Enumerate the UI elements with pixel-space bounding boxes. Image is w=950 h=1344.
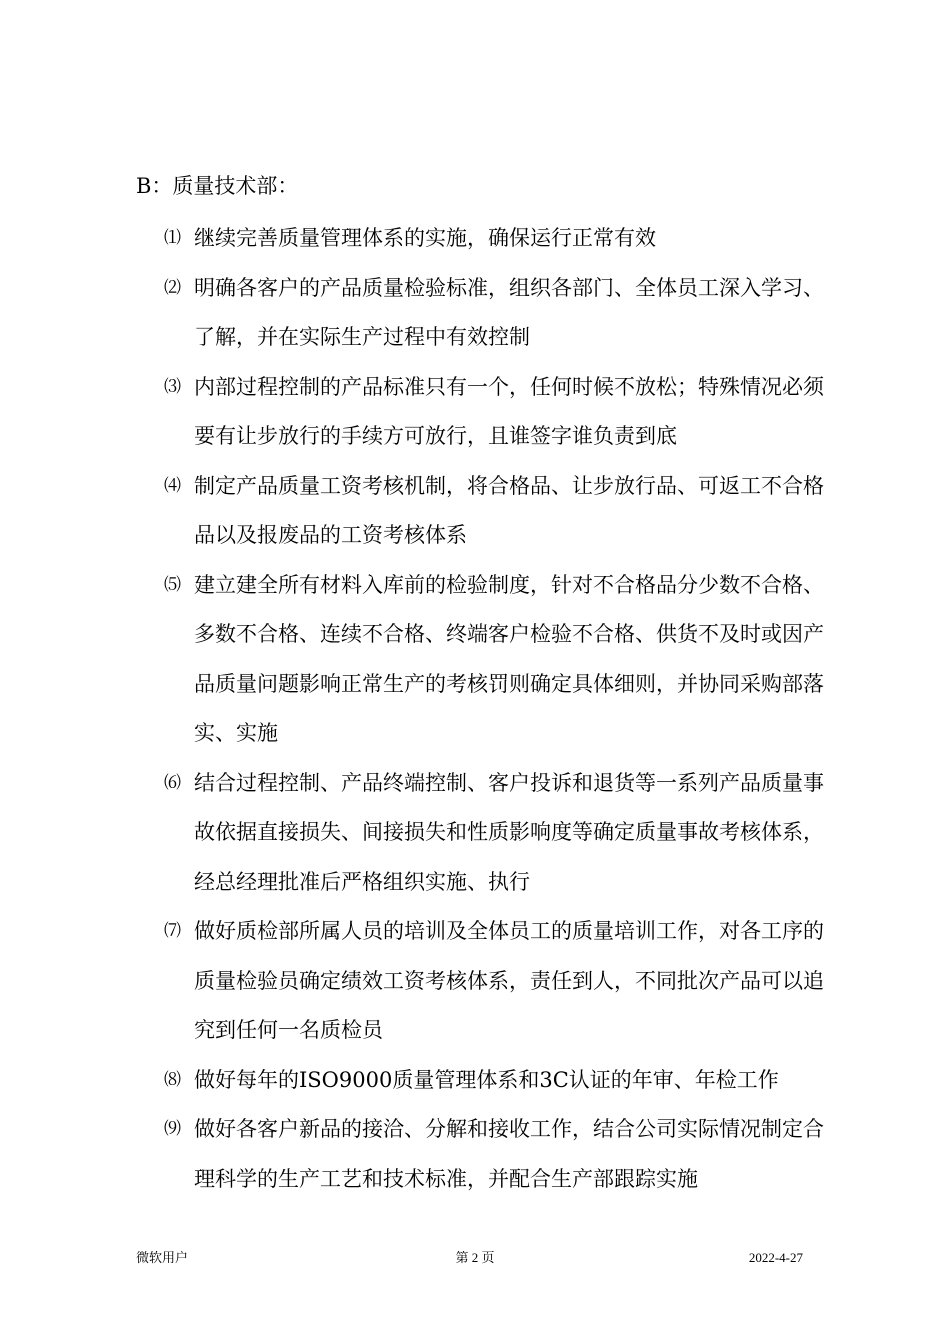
- item-text: 明确各客户的产品质量检验标准，组织各部门、全体员工深入学习、了解，并在实际生产过程中有效控制: [194, 275, 824, 349]
- item-text: 做好质检部所属人员的培训及全体员工的质量培训工作，对各工序的质量检验员确定绩效工资考核体系，责任到人，不同批次产品可以追究到任何一名质检员: [194, 919, 824, 1042]
- item-number: ⑶: [164, 376, 181, 397]
- list-item: [164, 1056, 824, 1106]
- item-number: ⑹: [164, 772, 181, 793]
- item-text: 做好各客户新品的接洽、分解和接收工作，结合公司实际情况制定合理科学的生产工艺和技术标准，并配合生产部跟踪实施: [194, 1117, 824, 1191]
- footer-author: 微软用户: [136, 1250, 189, 1265]
- list-item: [164, 907, 824, 1056]
- item-number: ⑵: [164, 277, 181, 298]
- item-text: 建立建全所有材料入库前的检验制度，针对不合格品分少数不合格、多数不合格、连续不合格、终端客户检验不合格、供货不及时或因产品质量问题影响正常生产的考核罚则确定具体细则，并协同采购部落实、实施: [194, 572, 824, 745]
- list-item: [164, 462, 824, 561]
- footer-date: 2022-4-27: [748, 1250, 803, 1265]
- item-text: 内部过程控制的产品标准只有一个，任何时候不放松；特殊情况必须要有让步放行的手续方可放行，且谁签字谁负责到底: [194, 374, 824, 448]
- list-item: [164, 759, 824, 908]
- list-item: [164, 363, 824, 462]
- list-item: [164, 214, 824, 264]
- item-text: 继续完善质量管理体系的实施，确保运行正常有效: [194, 226, 656, 250]
- item-list: [164, 214, 824, 1204]
- page-footer: [0, 1248, 950, 1268]
- list-item: [164, 561, 824, 759]
- list-item: [164, 1105, 824, 1204]
- item-text: 做好每年的ISO9000质量管理体系和3C认证的年审、年检工作: [194, 1067, 779, 1092]
- footer-page-number: 第 2 页: [455, 1250, 495, 1265]
- item-text: 制定产品质量工资考核机制，将合格品、让步放行品、可返工不合格品以及报废品的工资考核体系: [194, 473, 824, 547]
- item-number: ⑴: [164, 228, 181, 248]
- item-number: ⑸: [164, 574, 181, 595]
- item-number: ⑻: [164, 1069, 181, 1090]
- item-number: ⑺: [164, 921, 181, 941]
- section-heading: B：质量技术部：: [136, 174, 299, 198]
- item-number: ⑷: [164, 475, 181, 496]
- item-text: 结合过程控制、产品终端控制、客户投诉和退货等一系列产品质量事故依据直接损失、间接损失和性质影响度等确定质量事故考核体系，经总经理批准后严格组织实施、执行: [194, 770, 824, 894]
- list-item: [164, 264, 824, 363]
- item-number: ⑼: [164, 1119, 181, 1139]
